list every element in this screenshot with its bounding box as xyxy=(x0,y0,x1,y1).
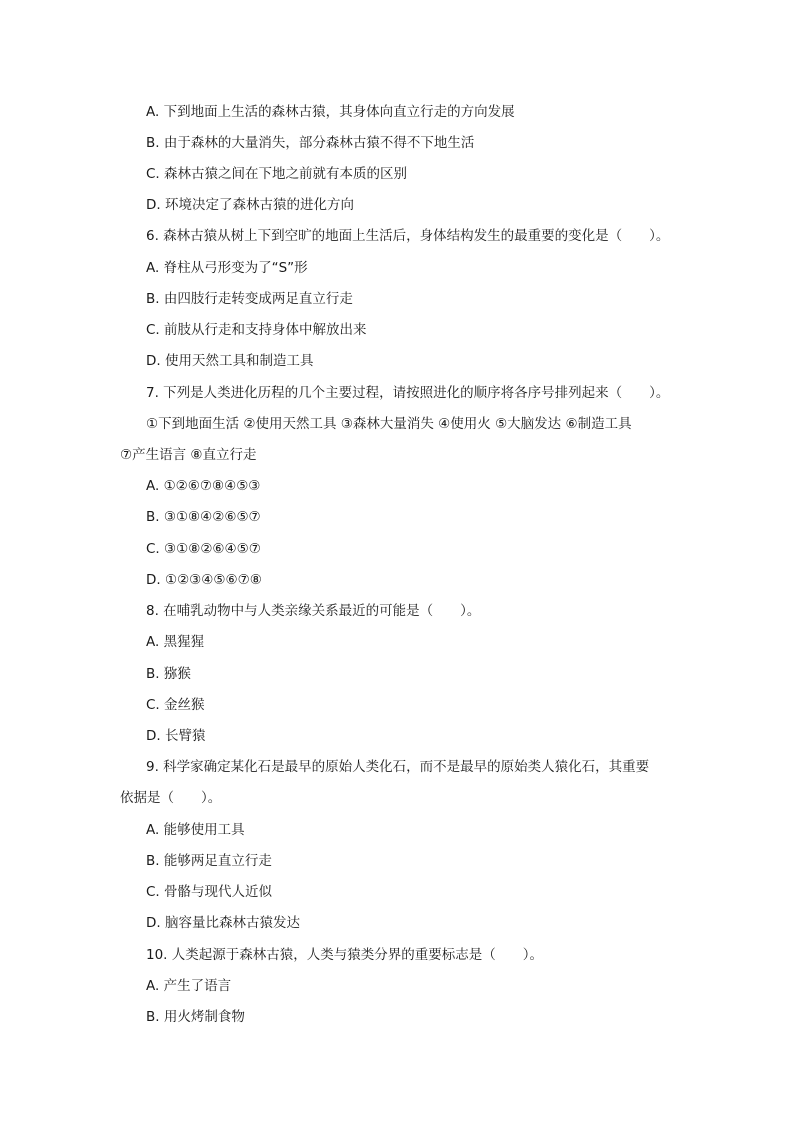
q5-option-c: C. 森林古猿之间在下地之前就有本质的区别 xyxy=(146,166,408,182)
q7-option-c: C. ③①⑧②⑥④⑤⑦ xyxy=(146,541,261,557)
q8-option-d: D. 长臂猿 xyxy=(146,728,206,744)
q6-option-c: C. 前肢从行走和支持身体中解放出来 xyxy=(146,322,367,338)
q5-option-a: A. 下到地面上生活的森林古猿，其身体向直立行走的方向发展 xyxy=(146,104,515,120)
q5-option-b: B. 由于森林的大量消失，部分森林古猿不得不下地生活 xyxy=(146,135,475,151)
q7-stem: 7. 下列是人类进化历程的几个主要过程，请按照进化的顺序将各序号排列起来（ ）。 xyxy=(146,385,670,401)
q5-option-d: D. 环境决定了森林古猿的进化方向 xyxy=(146,197,354,213)
q6-option-a: A. 脊柱从弓形变为了“S”形 xyxy=(146,260,308,276)
q8-stem: 8. 在哺乳动物中与人类亲缘关系最近的可能是（ ）。 xyxy=(146,603,481,619)
q9-option-d: D. 脑容量比森林古猿发达 xyxy=(146,915,300,931)
q6-option-d: D. 使用天然工具和制造工具 xyxy=(146,353,314,369)
q9-stem-line2: 依据是（ ）。 xyxy=(120,790,222,806)
q6-stem: 6. 森林古猿从树上下到空旷的地面上生活后，身体结构发生的最重要的变化是（ ）。 xyxy=(146,228,670,244)
q9-stem-line1: 9. 科学家确定某化石是最早的原始人类化石，而不是最早的原始类人猿化石，其重要 xyxy=(146,759,650,775)
q10-stem: 10. 人类起源于森林古猿，人类与猿类分界的重要标志是（ ）。 xyxy=(146,947,544,963)
q9-option-c: C. 骨骼与现代人近似 xyxy=(146,884,273,900)
q7-option-b: B. ③①⑧④②⑥⑤⑦ xyxy=(146,509,261,525)
q9-option-a: A. 能够使用工具 xyxy=(146,822,245,838)
q10-option-b: B. 用火烤制食物 xyxy=(146,1009,245,1025)
q10-option-a: A. 产生了语言 xyxy=(146,978,232,994)
q6-option-b: B. 由四肢行走转变成两足直立行走 xyxy=(146,291,353,307)
q7-items-line1: ①下到地面生活 ②使用天然工具 ③森林大量消失 ④使用火 ⑤大脑发达 ⑥制造工具 xyxy=(146,416,632,432)
q7-option-d: D. ①②③④⑤⑥⑦⑧ xyxy=(146,572,262,588)
q8-option-a: A. 黑猩猩 xyxy=(146,634,205,650)
q7-items-line2: ⑦产生语言 ⑧直立行走 xyxy=(120,447,257,463)
q8-option-b: B. 猕猴 xyxy=(146,666,191,682)
q9-option-b: B. 能够两足直立行走 xyxy=(146,853,272,869)
q7-option-a: A. ①②⑥⑦⑧④⑤③ xyxy=(146,478,261,494)
q8-option-c: C. 金丝猴 xyxy=(146,697,205,713)
